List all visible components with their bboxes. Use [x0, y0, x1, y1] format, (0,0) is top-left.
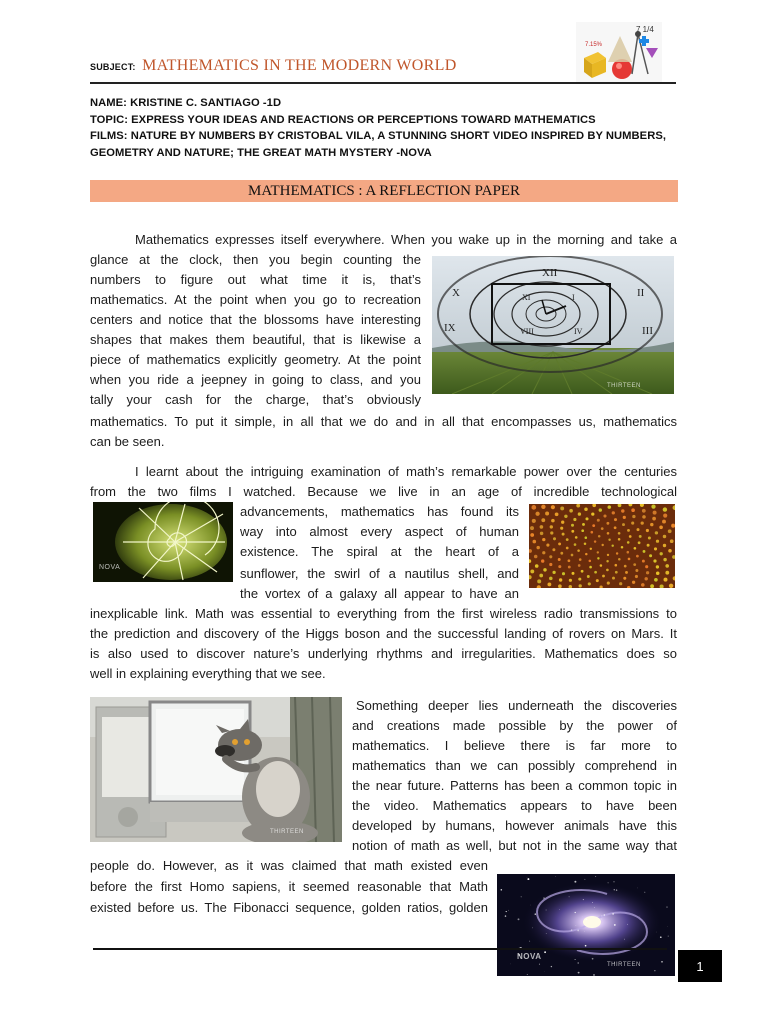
p1-line-9: tally your cash for the charge, that’s obviously: [90, 392, 421, 407]
p1-line-3: numbers to figure out what time it is, that’s: [90, 272, 421, 287]
title-banner: MATHEMATICS : A REFLECTION PAPER: [90, 180, 678, 202]
svg-text:IX: IX: [444, 322, 456, 334]
p2-line-8: inexplicable link. Math was essential to everything from the first wireless radio transmissions to: [90, 606, 677, 621]
spiral-clock-image: [432, 256, 674, 394]
math-logo-icon: [576, 22, 662, 82]
p2-line-1: I learnt about the intriguing examination of math’s remarkable power over the centuries: [135, 464, 677, 479]
svg-text:III: III: [642, 325, 653, 337]
p1-line-1: Mathematics expresses itself everywhere. When you wake up in the morning and take a: [135, 232, 677, 247]
svg-text:IV: IV: [574, 327, 583, 336]
p3-line-1: Something deeper lies underneath the discoveries: [356, 698, 677, 713]
page-number: 1: [678, 950, 722, 982]
p1-line-10: mathematics. To put it simple, in all that we do and in all that encompasses us, mathematics: [90, 414, 677, 429]
lemur-watermark: THIRTEEN: [270, 829, 304, 835]
meta-topic: TOPIC: EXPRESS YOUR IDEAS AND REACTIONS OR PERCEPTIONS TOWARD MATHEMATICS: [90, 113, 596, 126]
meta-films-line2: GEOMETRY AND NATURE; THE GREAT MATH MYSTERY -NOVA: [90, 146, 432, 159]
galaxy-thirteen-watermark: THIRTEEN: [607, 962, 641, 968]
p2-line-2: from the two films I watched. Because we live in an age of incredible technological: [90, 484, 677, 499]
p1-line-2: glance at the clock, then you begin counting the: [90, 252, 421, 267]
header-divider: [90, 82, 676, 84]
p3-line-3: mathematics. I believe there is far more to: [352, 738, 677, 753]
logo-fraction-text: 7 1/4: [636, 25, 654, 34]
p2-line-5: existence. The spiral at the heart of a: [240, 544, 519, 559]
footer-divider: [93, 948, 667, 950]
document-meta: [90, 95, 676, 161]
p1-line-5: centers and notice that the blossoms have interesting: [90, 312, 421, 327]
clock-watermark: THIRTEEN: [607, 383, 641, 389]
subject-title: MATHEMATICS IN THE MODERN WORLD: [142, 57, 457, 74]
p3-line-9: people do. However, as it was claimed that math existed even: [90, 858, 488, 873]
svg-text:I: I: [572, 293, 575, 302]
subject-label: SUBJECT:: [90, 62, 136, 72]
p1-line-7: piece of mathematics explicitly geometry. At the point: [90, 352, 421, 367]
p3-line-5: the near future. Patterns has been a common topic in: [352, 778, 677, 793]
nautilus-shell-image: [93, 502, 233, 582]
p3-line-11: existed before us. The Fibonacci sequence, golden ratios, golden: [90, 900, 488, 915]
subject-header: [90, 57, 457, 75]
p1-line-6: shapes that makes them beautiful, that is likewise a: [90, 332, 421, 347]
nautilus-watermark: NOVA: [99, 564, 121, 571]
svg-text:VIII: VIII: [520, 327, 534, 336]
p3-line-4: mathematics than we can possibly comprehend in: [352, 758, 677, 773]
logo-ratio-text: 7.15%: [585, 42, 603, 48]
p2-line-11: well in explaining everything that we see.: [90, 666, 326, 681]
p3-line-6: the video. Mathematics appears to have been: [352, 798, 677, 813]
p1-line-8: when you ride a jeepney in going to class, and you: [90, 372, 421, 387]
svg-text:XI: XI: [522, 293, 531, 302]
p2-line-6: sunflower, the swirl of a nautilus shell, and: [240, 566, 519, 581]
p3-line-7: developed by humans, however animals have this: [352, 818, 677, 833]
svg-text:X: X: [452, 287, 460, 299]
p2-line-7: the vortex of a galaxy all appear to have an: [240, 586, 519, 601]
p2-line-10: is also used to discover nature’s underlying rhythms and irregularities. Mathematics does so: [90, 646, 677, 661]
meta-name: NAME: KRISTINE C. SANTIAGO -1D: [90, 97, 282, 109]
meta-films-line1: FILMS: NATURE BY NUMBERS BY CRISTOBAL VILA, A STUNNING SHORT VIDEO INSPIRED BY NUMBERS,: [90, 130, 666, 142]
lemur-touchscreen-image: [90, 697, 342, 842]
p1-line-4: mathematics. At the point when you go to recreation: [90, 292, 421, 307]
galaxy-nova-watermark: NOVA: [517, 952, 542, 961]
p2-line-9: the prediction and discovery of the Higgs boson and the successful landing of rovers on Mars. It: [90, 626, 677, 641]
sunflower-spiral-image: [529, 504, 675, 588]
p2-line-3: advancements, mathematics has found its: [240, 504, 519, 519]
spiral-galaxy-image: [497, 874, 675, 976]
p3-line-8: notion of math as well, but not in the same way that: [352, 838, 677, 853]
svg-text:II: II: [637, 287, 645, 299]
p3-line-2: and creations made possible by the power of: [352, 718, 677, 733]
p3-line-10: before the first Homo sapiens, it seemed reasonable that Math: [90, 879, 488, 894]
p1-line-11: can be seen.: [90, 434, 165, 449]
svg-text:XII: XII: [542, 267, 558, 279]
p2-line-4: way into almost every aspect of human: [240, 524, 519, 539]
